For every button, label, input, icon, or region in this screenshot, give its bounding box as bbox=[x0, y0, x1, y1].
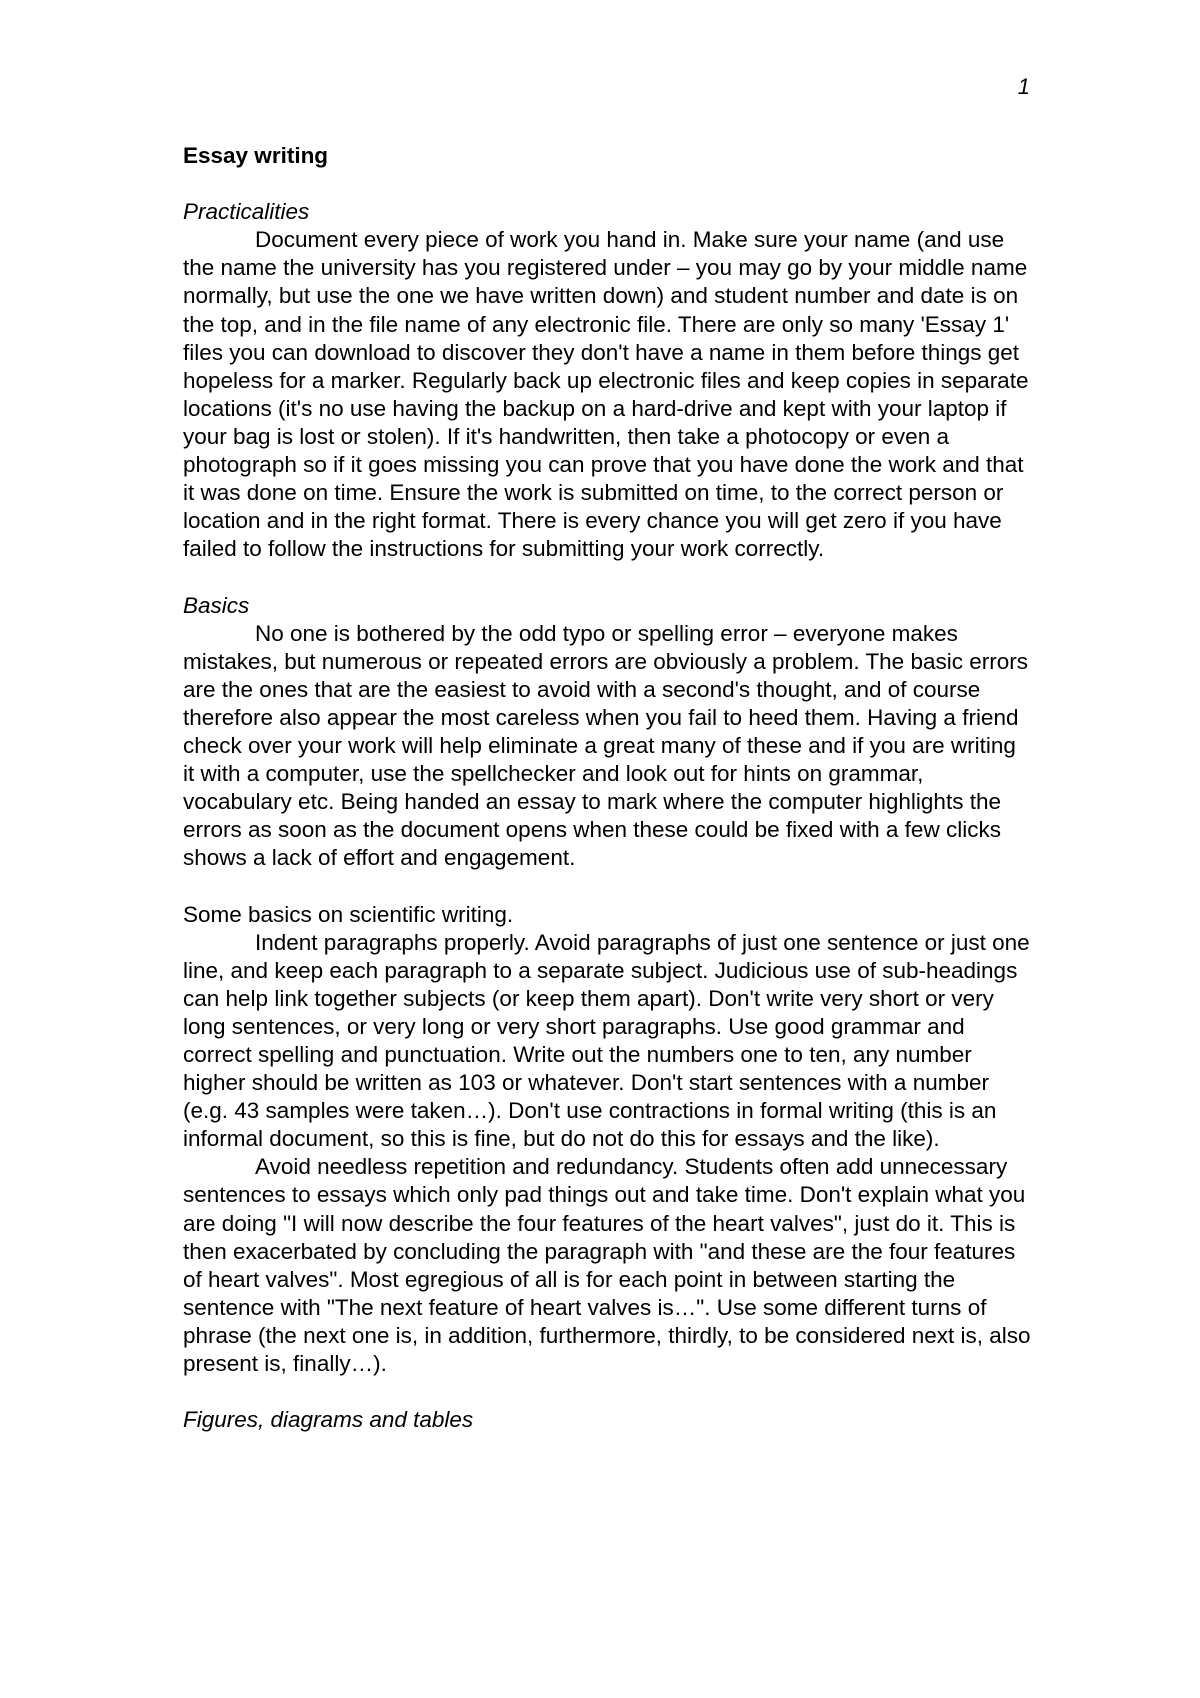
document-title: Essay writing bbox=[183, 143, 329, 168]
paragraph-practicalities: Document every piece of work you hand in. Make sure your name (and use the name the university has you registered under – you may go by your middle name normally, but use the one we have written down) and student number and date is on the top, and in the file name of any electronic file. There are only so many 'Essay 1' files you can download to discover they don't have a name in them before things get hopeless for a marker. Regularly back up electronic files and keep copies in separate locations (it's no use having the backup on a hard-drive and kept with your laptop if your bag is lost or stolen). If it's handwritten, then take a photocopy or even a photograph so if it goes missing you can prove that you have done the work and that it was done on time. Ensure the work is submitted on time, to the correct person or location and in the right format. There is every chance you will get zero if you have failed to follow the instructions for submitting your work correctly. bbox=[183, 227, 1029, 562]
paragraph-indent: Indent paragraphs properly. Avoid paragraphs of just one sentence or just one line, and keep each paragraph to a separate subject. Judicious use of sub-headings can help link together subjects (or keep them apart). Don't write very short or very long sentences, or very long or very short paragraphs. Use good grammar and correct spelling and punctuation. Write out the numbers one to ten, any number higher should be written as 103 or whatever. Don't start sentences with a number (e.g. 43 samples were taken…). Don't use contractions in formal writing (this is an informal document, so this is fine, but do not do this for essays and the like). bbox=[183, 929, 1030, 1152]
paragraph-repetition: Avoid needless repetition and redundancy. Students often add unnecessary sentences to essays which only pad things out and take time. Don't explain what you are doing "I will now describe the four features of the heart valves", just do it. This is then exacerbated by concluding the paragraph with "and these are the four features of heart valves". Most egregious of all is for each point in between starting the sentence with "The next feature of heart valves is…". Use some different turns of phrase (the next one is, in addition, furthermore, thirdly, to be considered next is, also present is, finally…). bbox=[183, 1154, 1031, 1377]
document-body bbox=[183, 142, 1033, 1434]
heading-practicalities: Practicalities bbox=[183, 199, 310, 225]
paragraph-basics: No one is bothered by the odd typo or spelling error – everyone makes mistakes, but numerous or repeated errors are obviously a problem. The basic errors are the ones that are the easiest to avoid with a second's thought, and of course therefore also appear the most careless when you fail to heed them. Having a friend check over your work will help eliminate a great many of these and if you are writing it with a computer, use the spellchecker and look out for hints on grammar, vocabulary etc. Being handed an essay to mark where the computer highlights the errors as soon as the document opens when these could be fixed with a few clicks shows a lack of effort and engagement. bbox=[183, 620, 1028, 871]
spacer bbox=[183, 170, 1033, 198]
heading-basics: Basics bbox=[183, 592, 250, 618]
heading-figures: Figures, diagrams and tables bbox=[183, 1407, 474, 1433]
scientific-writing-intro: Some basics on scientific writing. bbox=[183, 901, 514, 927]
spacer bbox=[183, 563, 1033, 591]
page-number: 1 bbox=[1017, 74, 1030, 99]
spacer bbox=[183, 872, 1033, 900]
spacer bbox=[183, 1378, 1033, 1406]
